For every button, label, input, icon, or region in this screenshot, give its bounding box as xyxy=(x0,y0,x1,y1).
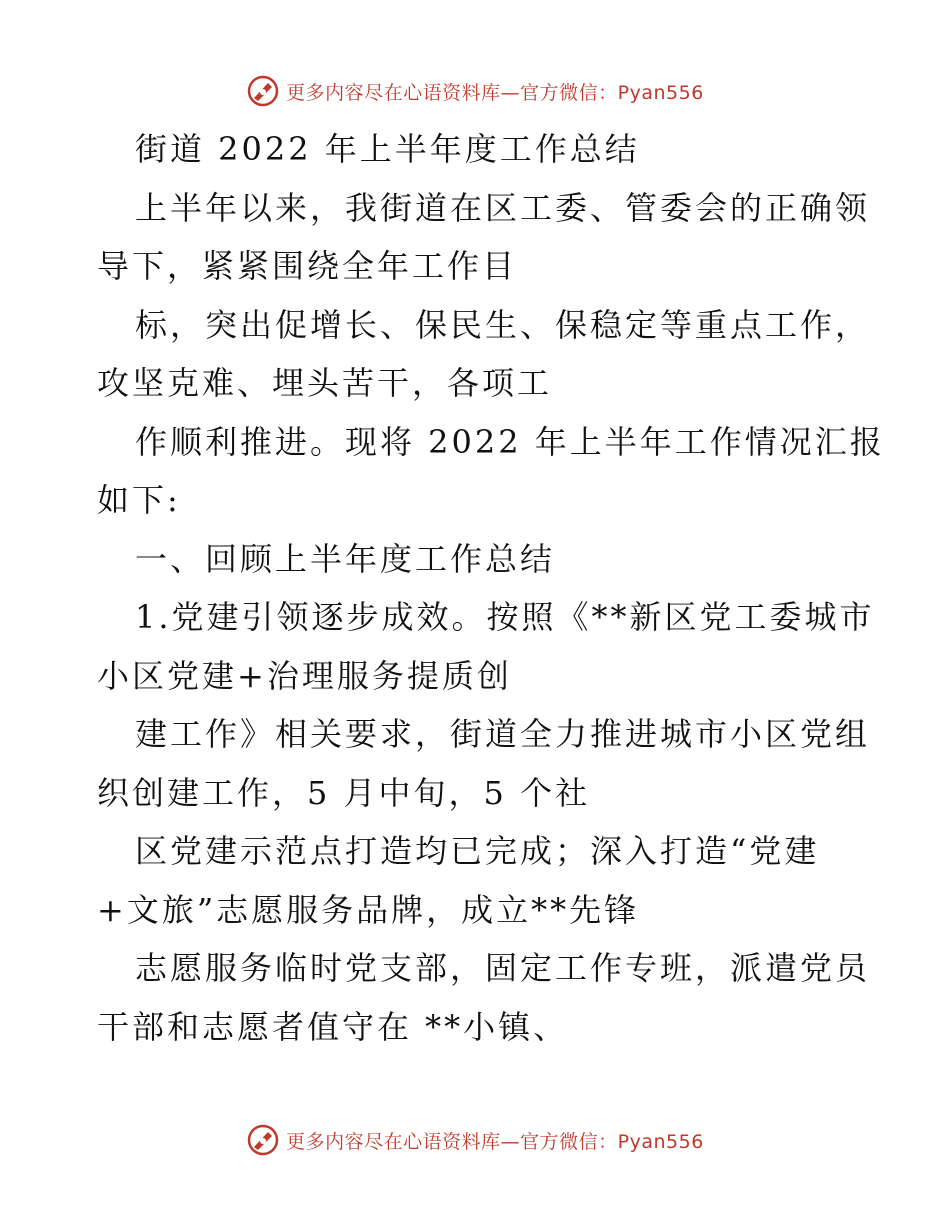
paragraph-line: 建工作》相关要求，街道全力推进城市小区党组 xyxy=(135,715,871,753)
paragraph-line: 织创建工作，5 月中旬，5 个社 xyxy=(97,773,591,812)
paragraph-line: 志愿服务临时党支部，固定工作专班，派遣党员 xyxy=(135,949,871,987)
footer-banner xyxy=(0,1120,950,1160)
paragraph-line: 作顺利推进。现将 2022 年上半年工作情况汇报 xyxy=(135,422,885,461)
paragraph-line: 区党建示范点打造均已完成；深入打造“党建 xyxy=(135,832,820,870)
paragraph-line: 导下，紧紧围绕全年工作目 xyxy=(97,247,518,285)
paragraph-line: 攻坚克难、埋头苦干，各项工 xyxy=(97,364,553,402)
paragraph-line: 如下: xyxy=(97,481,181,519)
document-title: 街道 2022 年上半年度工作总结 xyxy=(135,130,640,168)
section-heading: 一、回顾上半年度工作总结 xyxy=(135,539,556,578)
header-banner-text: 更多内容尽在心语资料库—官方微信：Pyan556 xyxy=(286,81,704,104)
paragraph-line: 上半年以来，我街道在区工委、管委会的正确领 xyxy=(135,188,871,227)
pen-circle-logo-icon xyxy=(246,74,280,108)
paragraph-line: 小区党建+治理服务提质创 xyxy=(97,656,512,695)
pen-circle-logo-icon xyxy=(246,1123,280,1157)
paragraph-line: 干部和志愿者值守在 **小镇、 xyxy=(97,1007,569,1046)
paragraph-line: 标，突出促增长、保民生、保稳定等重点工作， xyxy=(135,305,871,344)
header-banner xyxy=(0,71,950,111)
paragraph-line: +文旅”志愿服务品牌，成立**先锋 xyxy=(97,890,640,929)
document-body xyxy=(97,120,885,1056)
footer-banner-text: 更多内容尽在心语资料库—官方微信：Pyan556 xyxy=(286,1130,704,1153)
paragraph-line: 1.党建引领逐步成效。按照《**新区党工委城市 xyxy=(135,598,875,636)
